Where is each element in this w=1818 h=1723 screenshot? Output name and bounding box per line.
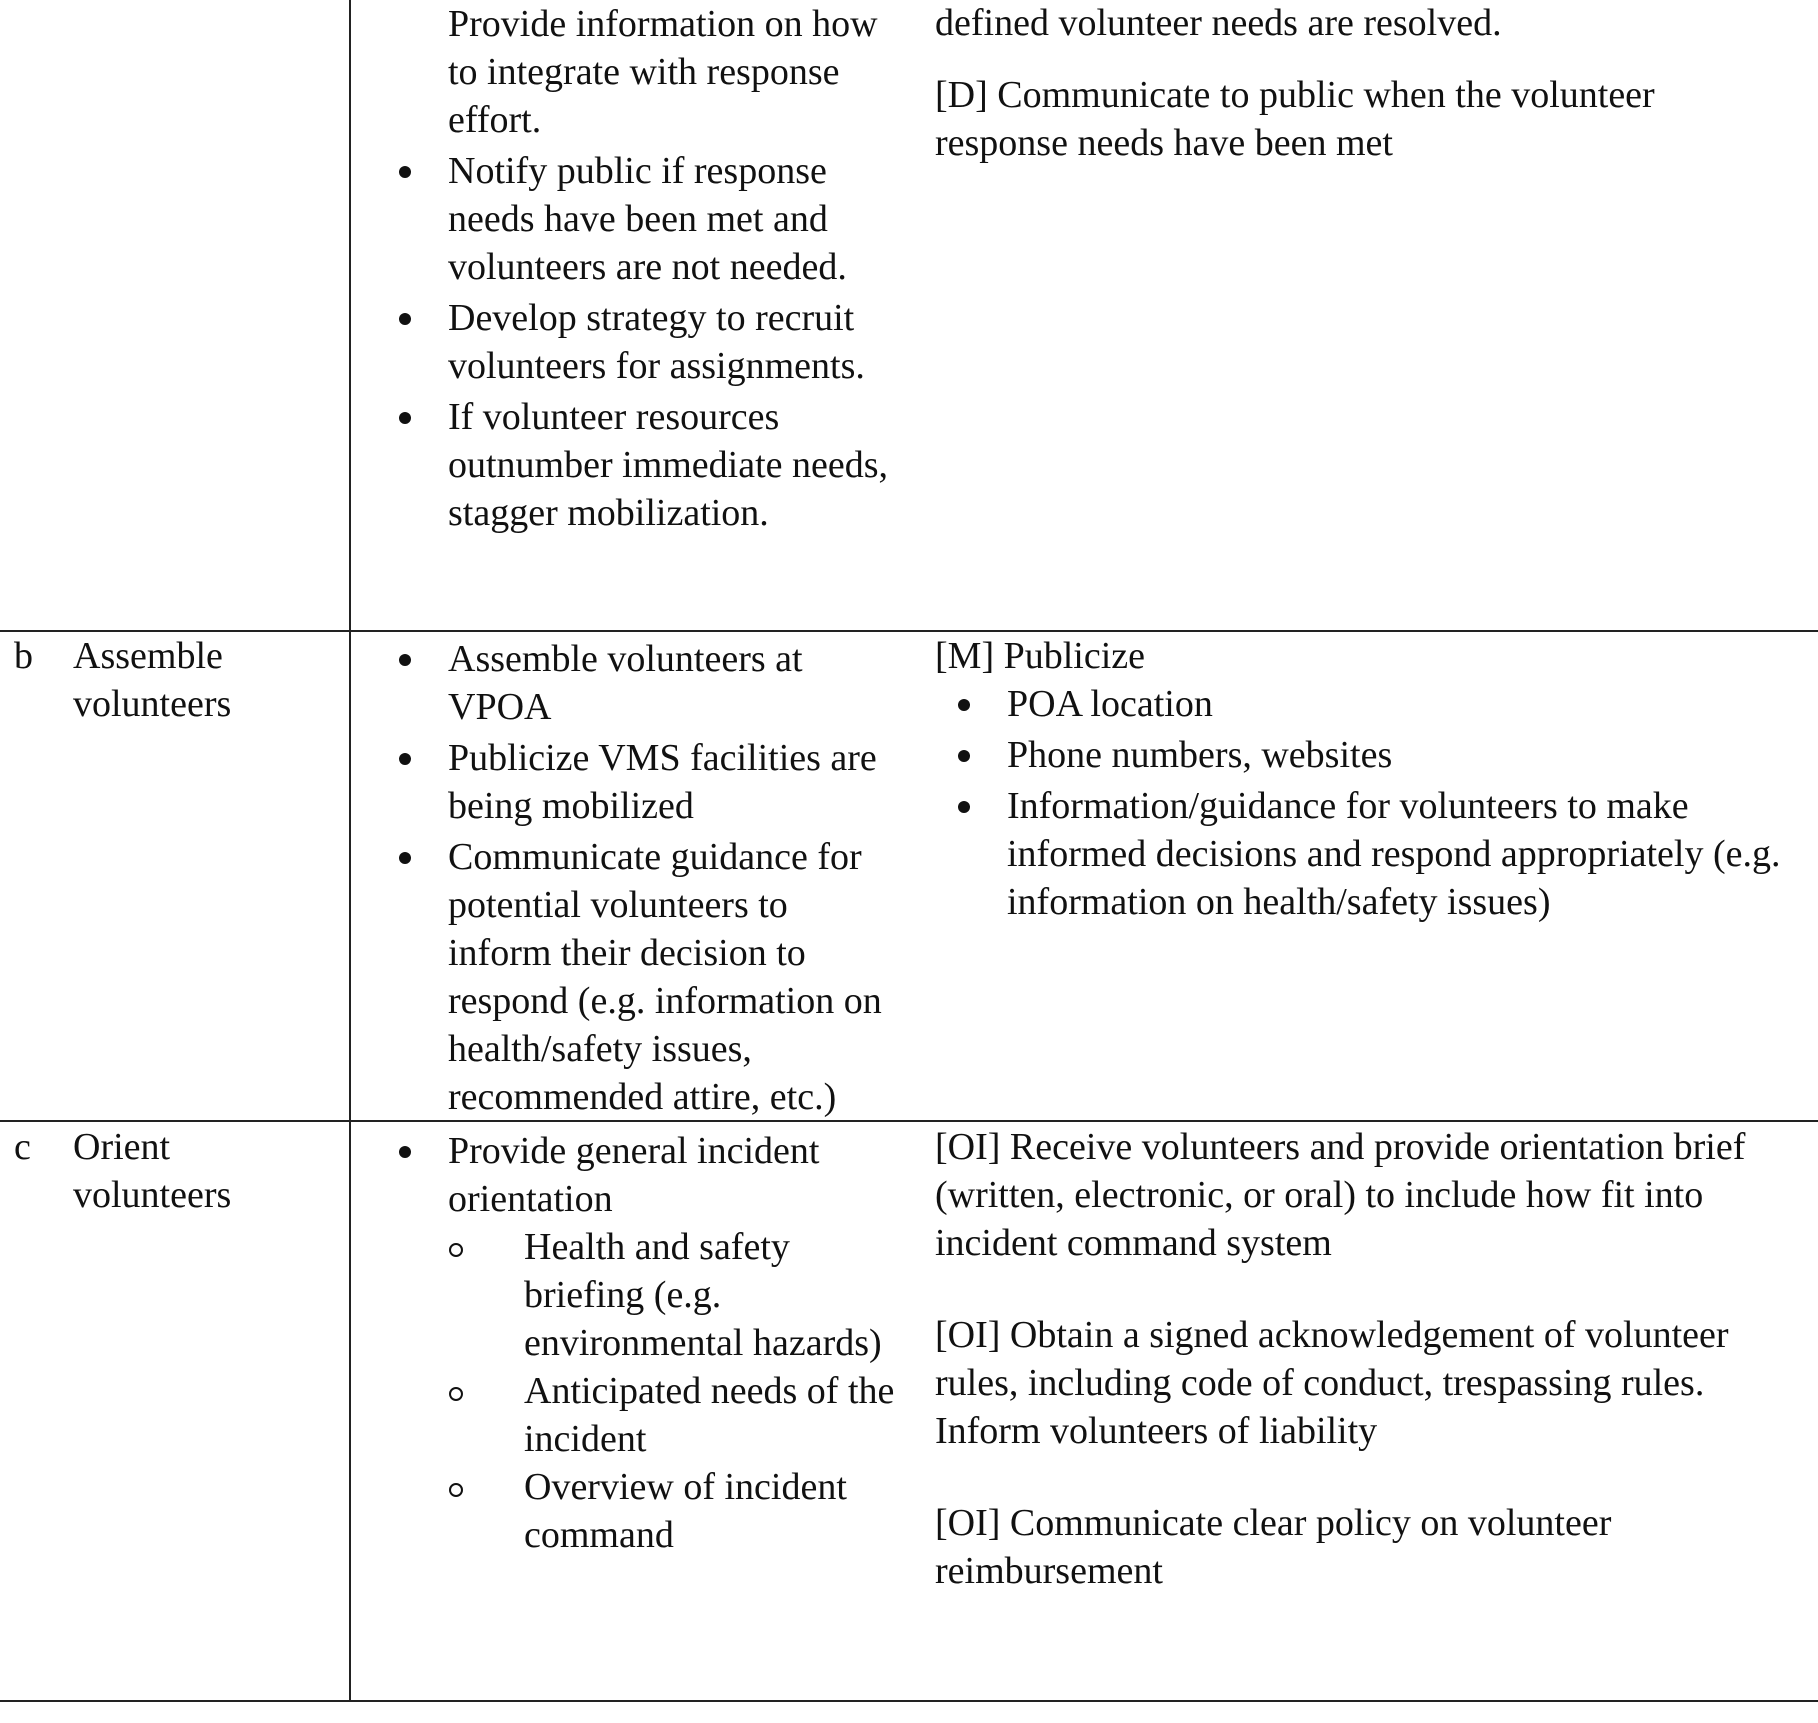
- row-a-activities: [374, 0, 894, 540]
- row-b-responsibility-item: Information/guidance for volunteers to make informed decisions and respond appropriately (e.g. information on health/safety issues): [933, 782, 1795, 926]
- row-b-activity: Communicate guidance for potential volunteers to inform their decision to respond (e.g. information on health/safety issues, recommended attire, etc.): [374, 833, 894, 1121]
- row-c-sub-item: Health and safety briefing (e.g. environmental hazards): [374, 1223, 904, 1367]
- row-c-sub-item: Overview of incident command: [374, 1463, 904, 1559]
- row-c-responsibility: [OI] Receive volunteers and provide orientation brief (written, electronic, or oral) to include how fit into incident command system: [935, 1126, 1746, 1264]
- row-b-responsibility-item: Phone numbers, websites: [933, 731, 1795, 779]
- row-c-activities-list: [374, 1127, 904, 1559]
- row-b-letter: b: [14, 635, 33, 677]
- row-a-activity: Provide information on how to integrate with response effort.: [448, 3, 878, 141]
- row-b-responsibility-item: POA location: [933, 680, 1795, 728]
- row-b-activity: Assemble volunteers at VPOA: [374, 635, 894, 731]
- row-a-activity: If volunteer resources outnumber immediate needs, stagger mobilization.: [374, 393, 894, 537]
- row-a-activity: Develop strategy to recruit volunteers for assignments.: [374, 294, 894, 390]
- row-a-activities-list: [374, 0, 894, 537]
- row-a-activity: Notify public if response needs have been met and volunteers are not needed.: [374, 147, 894, 291]
- row-c-responsibilities: [935, 1123, 1795, 1595]
- row-b-activity: Publicize VMS facilities are being mobilized: [374, 734, 894, 830]
- row-b-responsibilities: [935, 632, 1795, 929]
- row-c-sub-item: Anticipated needs of the incident: [374, 1367, 904, 1463]
- row-c-activities: [374, 1127, 904, 1562]
- row-c-responsibility: [OI] Obtain a signed acknowledgement of volunteer rules, including code of conduct, trespassing rules. Inform volunteers of liability: [935, 1314, 1729, 1452]
- row-c-sub-list: [374, 1223, 904, 1559]
- row-a-responsibility: [D] Communicate to public when the volunteer response needs have been met: [935, 74, 1655, 164]
- row-c-responsibility: [OI] Communicate clear policy on volunteer reimbursement: [935, 1502, 1612, 1592]
- row-b-responsibility-heading: [M] Publicize: [935, 635, 1146, 677]
- row-c-letter: c: [14, 1126, 31, 1168]
- row-a-responsibility: defined volunteer needs are resolved.: [935, 2, 1502, 44]
- column-divider: [349, 0, 351, 1702]
- row-c-activity: [374, 1127, 904, 1559]
- row-c-task: Orient volunteers: [73, 1126, 232, 1216]
- row-divider-b-c: [0, 1120, 1818, 1122]
- row-b-responsibility-list: [933, 680, 1795, 926]
- row-b-activities: [374, 635, 894, 1124]
- row-a-responsibilities: [935, 0, 1795, 167]
- row-b-activities-list: [374, 635, 894, 1121]
- row-c-activity-text: Provide general incident orientation: [448, 1130, 820, 1220]
- row-b-task: Assemble volunteers: [73, 635, 232, 725]
- table-bottom-border: [0, 1700, 1818, 1702]
